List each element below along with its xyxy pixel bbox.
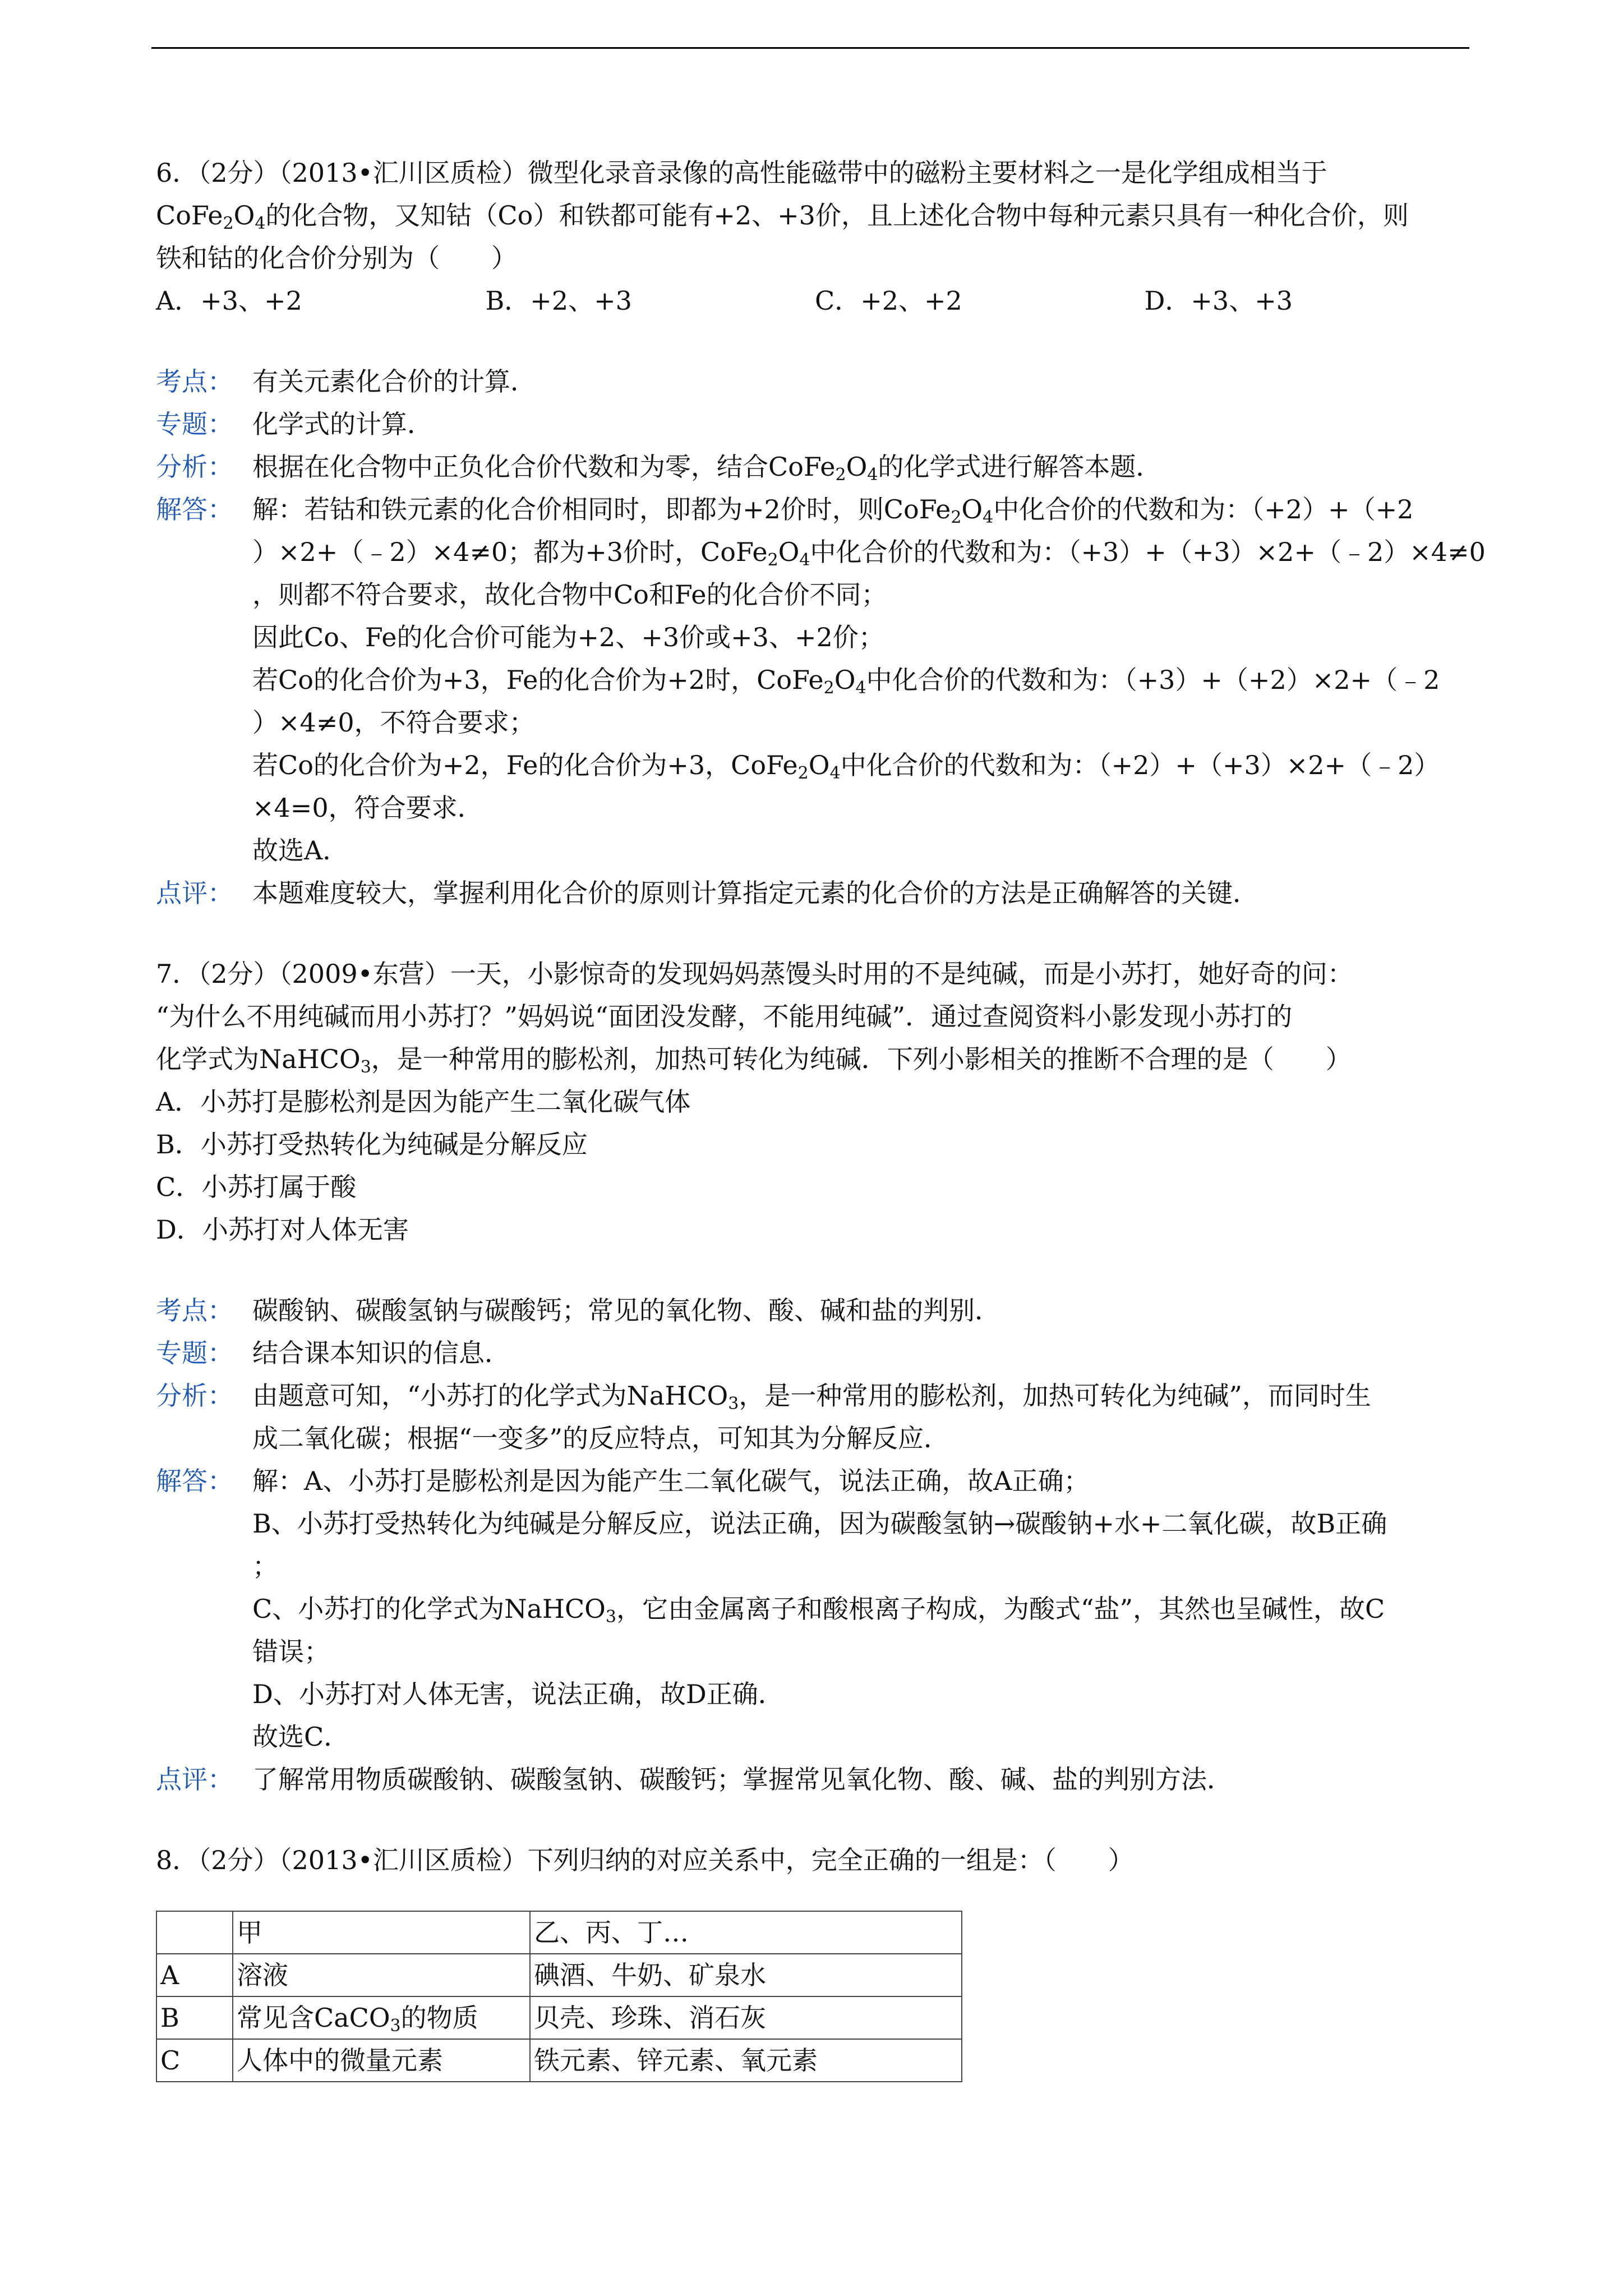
text-line: D、小苏打对人体无害，说法正确，故D正确． — [252, 1679, 784, 1709]
text-line: ）×4≠0，不符合要求； — [252, 707, 535, 738]
text-line: 若Co的化合价为+2，Fe的化合价为+3，$CoFe_2O_4$中化合价的代数和为：（+2）+（+3）×2+（﹣2） — [252, 750, 1440, 783]
q6-zhuanti-text — [252, 403, 1474, 445]
text-line: 由题意可知，“小苏打的化学式为NaHCO$_3$，是一种常用的膨松剂，加热可转化为纯碱”，而同时生 — [252, 1381, 1371, 1414]
table-cell: B — [156, 1996, 233, 2039]
text-line: 根据在化合物中正负化合价代数和为零，结合$CoFe_2O_4$的化学式进行解答本题． — [252, 452, 1162, 485]
q7-zhuanti-text — [252, 1332, 1474, 1374]
subscript: 4 — [867, 465, 878, 485]
table-cell: 溶液 — [233, 1954, 530, 1996]
subscript: 2 — [951, 508, 962, 527]
q7-kaodian — [156, 1289, 1474, 1332]
q6-fenxi-text — [252, 445, 1474, 488]
text-line: C、小苏打的化学式为NaHCO$_3$，它由金属离子和酸根离子构成，为酸式“盐”，其然也呈碱性，故C — [252, 1594, 1385, 1627]
text-line: 8．（2分）（2013•汇川区质检）下列归纳的对应关系中，完全正确的一组是：（ ） — [156, 1845, 1134, 1875]
text-line: “为什么不用纯碱而用小苏打？”妈妈说“面团没发酵，不能用纯碱”．通过查阅资料小影发现小苏打的 — [156, 1001, 1293, 1032]
table-cell — [156, 1911, 233, 1954]
table-row — [156, 1954, 962, 1996]
q6-option-c: C．+2、+2 — [815, 286, 962, 316]
subscript: 2 — [797, 763, 809, 783]
q7-option-c: C．小苏打属于酸 — [156, 1172, 357, 1202]
text-line: ×4=0，符合要求． — [252, 793, 483, 823]
text-line: ； — [252, 1551, 278, 1581]
subscript: 2 — [767, 550, 778, 570]
q7-dianping-text — [252, 1758, 1474, 1801]
q6-dianping-text — [252, 872, 1474, 914]
q7-option-b: B．小苏打受热转化为纯碱是分解反应 — [156, 1129, 588, 1159]
q7-fenxi — [156, 1374, 1474, 1460]
text-line: 了解常用物质碳酸钠、碳酸氢钠、碳酸钙；掌握常见氧化物、酸、碱、盐的判别方法． — [252, 1764, 1233, 1795]
text-line: 有关元素化合价的计算． — [252, 366, 536, 397]
text-line: 故选C． — [252, 1722, 350, 1752]
table-cell: 乙、丙、丁… — [530, 1911, 962, 1954]
subscript: 4 — [255, 214, 266, 233]
q6-jieda — [156, 488, 1486, 872]
text-line: 铁和钴的化合价分别为（ ） — [156, 243, 517, 273]
subscript: 4 — [799, 550, 810, 570]
q6-kaodian — [156, 360, 1474, 403]
q6-options — [156, 279, 1474, 322]
q7-kaodian-text — [252, 1289, 1474, 1332]
q6-stem — [156, 151, 1474, 279]
text-line: 错误； — [252, 1636, 330, 1667]
top-rule — [151, 47, 1469, 49]
table-cell: 人体中的微量元素 — [233, 2039, 530, 2082]
text-line: 成二氧化碳；根据“一变多”的反应特点，可知其为分解反应． — [252, 1423, 950, 1453]
subscript: 4 — [983, 508, 994, 527]
subscript: 2 — [223, 214, 234, 233]
table-cell: 甲 — [233, 1911, 530, 1954]
table-cell: C — [156, 2039, 233, 2082]
question-8 — [156, 1839, 1474, 2082]
q7-jieda — [156, 1460, 1474, 1758]
table-cell: 碘酒、牛奶、矿泉水 — [530, 1954, 962, 1996]
text-line: 结合课本知识的信息． — [252, 1338, 510, 1368]
text-line: 6．（2分）（2013•汇川区质检）微型化录音录像的高性能磁带中的磁粉主要材料之一是化学组成相当于 — [156, 158, 1327, 188]
subscript: 4 — [829, 763, 841, 783]
subscript: 3 — [390, 2016, 401, 2036]
table-cell: 铁元素、锌元素、氧元素 — [530, 2039, 962, 2082]
q6-option-a: A．+3、+2 — [156, 286, 302, 316]
dianping-label: 点评： — [156, 878, 233, 908]
text-line: 化学式的计算． — [252, 409, 433, 439]
document-body — [156, 151, 1486, 2082]
question-6 — [156, 151, 1486, 914]
subscript: 3 — [605, 1607, 616, 1627]
text-line: 化学式为NaHCO$_3$，是一种常用的膨松剂，加热可转化为纯碱．下列小影相关的推断不合理的是（ ） — [156, 1044, 1352, 1077]
q6-jieda-text — [252, 488, 1486, 872]
q7-option-a: A．小苏打是膨松剂是因为能产生二氧化碳气体 — [156, 1087, 691, 1117]
q8-stem — [156, 1839, 1474, 1881]
q7-option-d: D．小苏打对人体无害 — [156, 1214, 409, 1245]
subscript: 4 — [855, 678, 866, 698]
q6-zhuanti — [156, 403, 1474, 445]
q6-fenxi — [156, 445, 1474, 488]
kaodian-label: 考点： — [156, 1295, 233, 1326]
q6-option-b: B．+2、+3 — [485, 286, 632, 316]
subscript: 3 — [728, 1394, 739, 1414]
text-line: ）×2+（﹣2）×4≠0；都为+3价时，$CoFe_2O_4$中化合价的代数和为：（+3）+（+3）×2+（﹣2）×4≠0 — [252, 537, 1486, 570]
table-cell: A — [156, 1954, 233, 1996]
text-line: 若Co的化合价为+3，Fe的化合价为+2时，$CoFe_2O_4$中化合价的代数和为：（+3）+（+2）×2+（﹣2 — [252, 665, 1440, 698]
text-line: 本题难度较大，掌握利用化合价的原则计算指定元素的化合价的方法是正确解答的关键． — [252, 878, 1258, 908]
q7-stem — [156, 953, 1474, 1080]
question-7 — [156, 953, 1474, 1801]
fenxi-label: 分析： — [156, 1381, 233, 1411]
zhuanti-label: 专题： — [156, 409, 233, 439]
text-line: 解：若钴和铁元素的化合价相同时，即都为+2价时，则$CoFe_2O_4$中化合价的代数和为：（+2）+（+2 — [252, 494, 1414, 527]
subscript: 3 — [360, 1057, 371, 1077]
text-line: ，则都不符合要求，故化合物中Co和Fe的化合价不同； — [252, 579, 887, 610]
q7-zhuanti — [156, 1332, 1474, 1374]
table-row — [156, 1911, 962, 1954]
table-row — [156, 1996, 962, 2039]
zhuanti-label: 专题： — [156, 1338, 233, 1368]
jieda-label: 解答： — [156, 494, 233, 524]
jieda-label: 解答： — [156, 1466, 233, 1496]
text-line: 碳酸钠、碳酸氢钠与碳酸钙；常见的氧化物、酸、碱和盐的判别． — [252, 1295, 1000, 1326]
q8-table — [156, 1911, 962, 2082]
kaodian-label: 考点： — [156, 366, 233, 397]
subscript: 2 — [823, 678, 834, 698]
subscript: 2 — [835, 465, 846, 485]
q7-jieda-text — [252, 1460, 1474, 1758]
q7-fenxi-text — [252, 1374, 1474, 1460]
fenxi-label: 分析： — [156, 452, 233, 482]
text-line: 故选A． — [252, 835, 349, 866]
text-line: $CoFe_2O_4$的化合物，又知钴（Co）和铁都可能有+2、+3价，且上述化合物中每种元素只具有一种化合价，则 — [156, 200, 1409, 233]
q6-option-d: D．+3、+3 — [1144, 286, 1293, 316]
table-row — [156, 2039, 962, 2082]
text-line: 7．（2分）（2009•东营）一天，小影惊奇的发现妈妈蒸馒头时用的不是纯碱，而是小苏打，她好奇的问： — [156, 959, 1353, 989]
q6-kaodian-text — [252, 360, 1474, 403]
text-line: 解：A、小苏打是膨松剂是因为能产生二氧化碳气，说法正确，故A正确； — [252, 1466, 1090, 1496]
q7-dianping — [156, 1758, 1474, 1801]
text-line: 因此Co、Fe的化合价可能为+2、+3价或+3、+2价； — [252, 622, 884, 652]
text-line: B、小苏打受热转化为纯碱是分解反应，说法正确，因为碳酸氢钠→碳酸钠+水+二氧化碳，故B正确 — [252, 1508, 1387, 1539]
q6-dianping — [156, 872, 1474, 914]
table-cell: 贝壳、珍珠、消石灰 — [530, 1996, 962, 2039]
table-cell: 常见含CaCO$_3$的物质 — [233, 1996, 530, 2039]
dianping-label: 点评： — [156, 1764, 233, 1795]
